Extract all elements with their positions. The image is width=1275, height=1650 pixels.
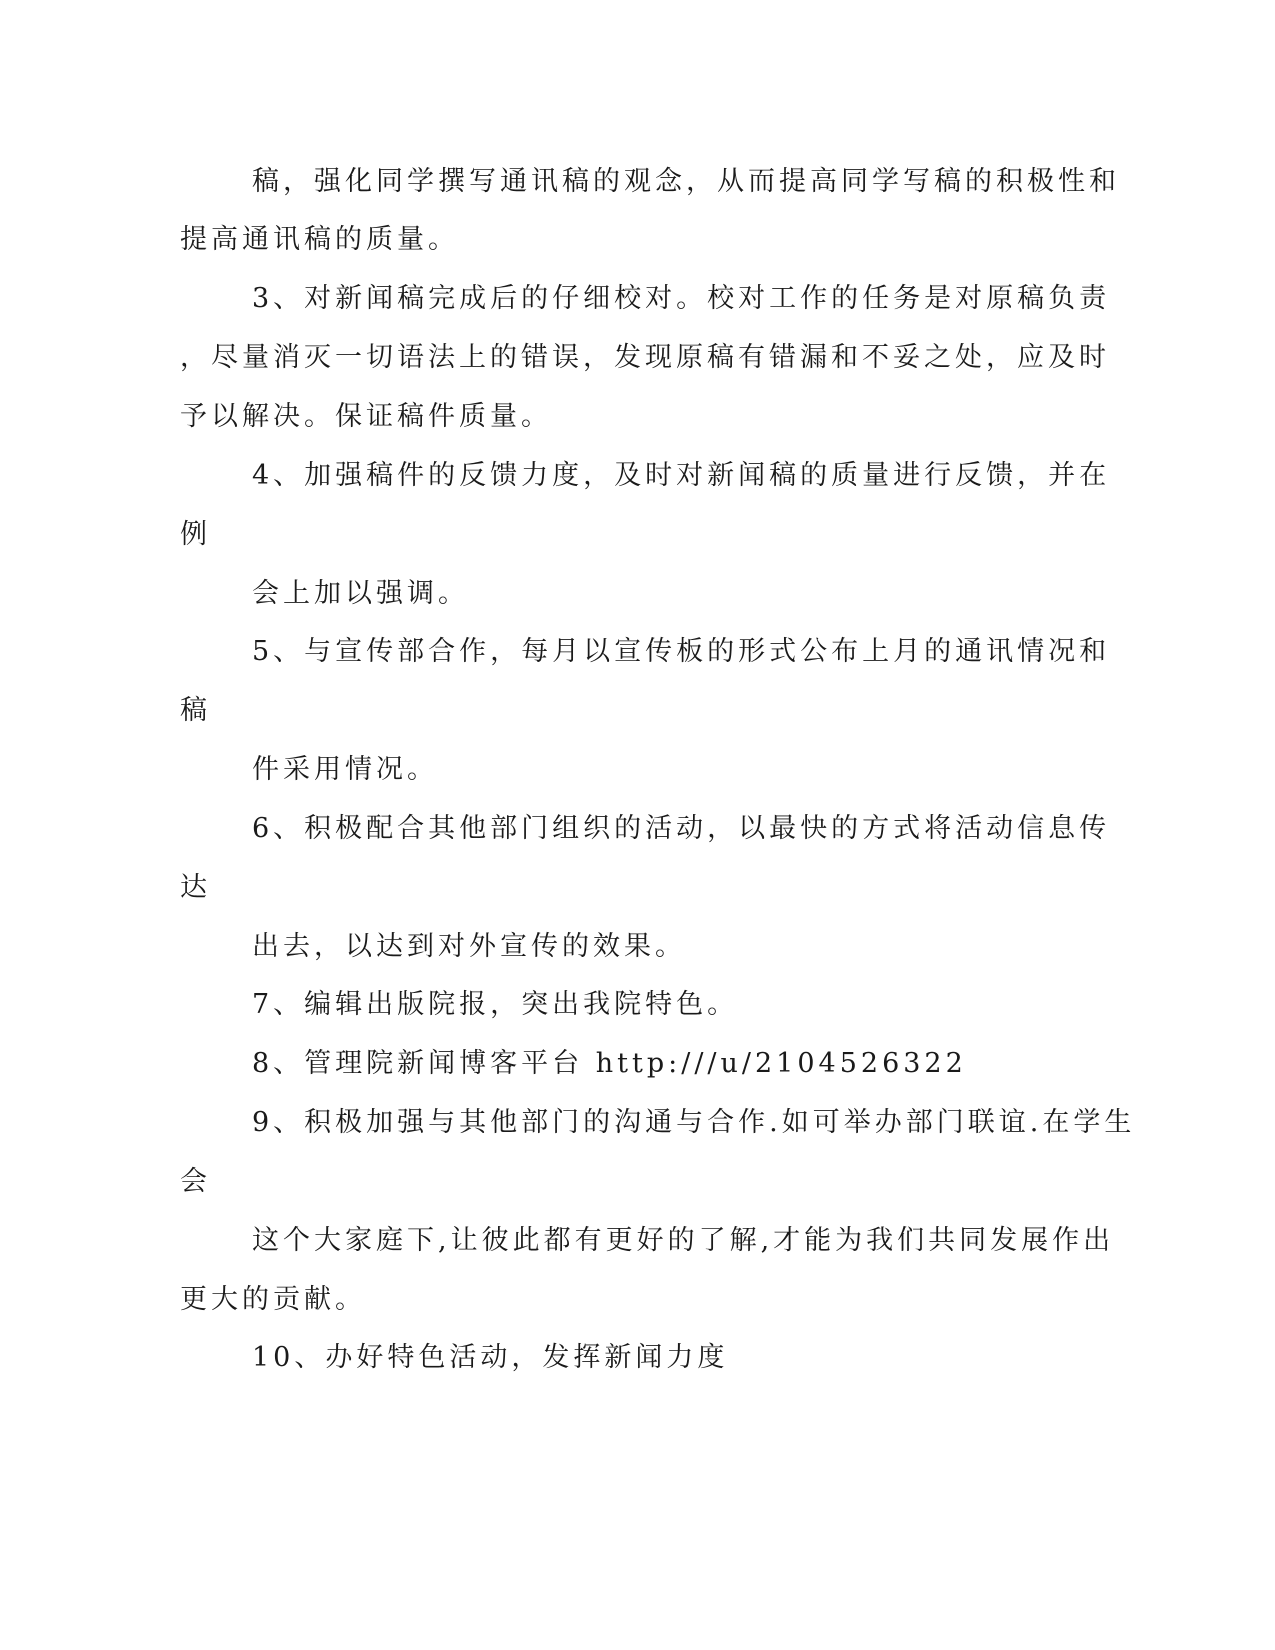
paragraph-line: 稿 bbox=[180, 695, 211, 726]
list-item-10: 10、办好特色活动，发挥新闻力度 bbox=[252, 1342, 729, 1373]
paragraph-line: 稿，强化同学撰写通讯稿的观念，从而提高同学写稿的积极性和 bbox=[252, 166, 1120, 197]
paragraph-line: 会上加以强调。 bbox=[252, 578, 469, 609]
list-item-3: 3、对新闻稿完成后的仔细校对。校对工作的任务是对原稿负责 bbox=[252, 283, 1111, 314]
paragraph-line: 提高通讯稿的质量。 bbox=[180, 224, 459, 255]
paragraph-line: 予以解决。保证稿件质量。 bbox=[180, 401, 552, 432]
paragraph-line: 更大的贡献。 bbox=[180, 1284, 366, 1315]
list-item-8: 8、管理院新闻博客平台 http:///u/2104526322 bbox=[252, 1048, 967, 1079]
paragraph-line: 会 bbox=[180, 1166, 211, 1197]
paragraph-line: 这个大家庭下,让彼此都有更好的了解,才能为我们共同发展作出 bbox=[252, 1225, 1115, 1256]
paragraph-line: 达 bbox=[180, 872, 211, 903]
paragraph-line: 出去，以达到对外宣传的效果。 bbox=[252, 931, 686, 962]
paragraph-line: 件采用情况。 bbox=[252, 754, 438, 785]
list-item-5: 5、与宣传部合作，每月以宣传板的形式公布上月的通讯情况和 bbox=[252, 636, 1111, 667]
list-item-7: 7、编辑出版院报，突出我院特色。 bbox=[252, 989, 739, 1020]
list-item-4: 4、加强稿件的反馈力度，及时对新闻稿的质量进行反馈，并在 bbox=[252, 460, 1111, 491]
paragraph-line: ，尽量消灭一切语法上的错误，发现原稿有错漏和不妥之处，应及时 bbox=[180, 342, 1110, 373]
list-item-6: 6、积极配合其他部门组织的活动，以最快的方式将活动信息传 bbox=[252, 813, 1111, 844]
list-item-9: 9、积极加强与其他部门的沟通与合作.如可举办部门联谊.在学生 bbox=[252, 1107, 1136, 1138]
paragraph-line: 例 bbox=[180, 519, 211, 550]
